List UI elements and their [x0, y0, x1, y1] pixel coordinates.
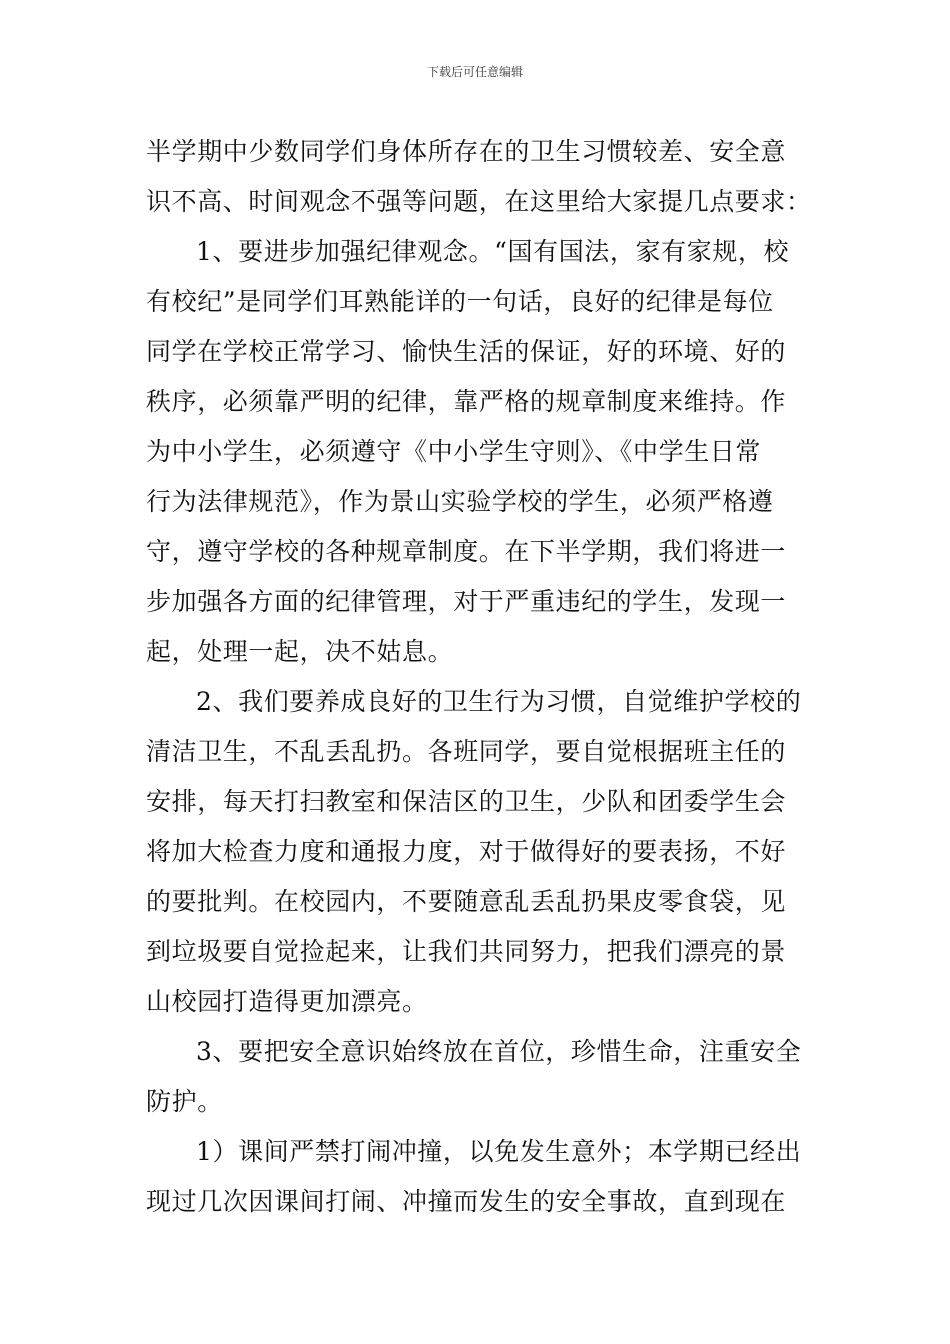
page-header: 下载后可任意编辑 — [426, 65, 523, 79]
text-line: 现过几次因课间打闹、冲撞而发生的安全事故，直到现在 — [146, 1187, 787, 1216]
text-line: 起，处理一起，决不姑息。 — [146, 637, 454, 666]
text-line: 有校纪”是同学们耳熟能详的一句话，良好的纪律是每位 — [146, 287, 774, 316]
text-line: 将加大检查力度和通报力度，对于做得好的要表扬，不好 — [146, 837, 787, 866]
text-line: 同学在学校正常学习、愉快生活的保证，好的环境、好的 — [146, 337, 787, 366]
text-line: 到垃圾要自觉捡起来，让我们共同努力，把我们漂亮的景 — [146, 937, 787, 966]
text-line: 识不高、时间观念不强等问题，在这里给大家提几点要求： — [146, 187, 812, 216]
text-line: 步加强各方面的纪律管理，对于严重违纪的学生，发现一 — [146, 587, 787, 616]
document-body — [146, 127, 816, 1227]
text-line: 清洁卫生，不乱丢乱扔。各班同学，要自觉根据班主任的 — [146, 737, 787, 766]
text-line: 行为法律规范》，作为景山实验学校的学生，必须严格遵 — [146, 487, 774, 516]
text-line: 3、要把安全意识始终放在首位，珍惜生命，注重安全 — [196, 1037, 802, 1066]
text-line: 山校园打造得更加漂亮。 — [146, 987, 428, 1016]
text-line: 防护。 — [146, 1087, 223, 1116]
text-line: 1、要进步加强纪律观念。“国有国法，家有家规，校 — [196, 237, 790, 266]
text-line: 安排，每天打扫教室和保洁区的卫生，少队和团委学生会 — [146, 787, 787, 816]
text-line: 1）课间严禁打闹冲撞，以免发生意外；本学期已经出 — [196, 1137, 802, 1166]
text-line: 2、我们要养成良好的卫生行为习惯，自觉维护学校的 — [196, 687, 802, 716]
text-line: 守，遵守学校的各种规章制度。在下半学期，我们将进一 — [146, 537, 787, 566]
text-line: 为中小学生，必须遵守《中小学生守则》、《中学生日常 — [146, 437, 762, 466]
text-line: 的要批判。在校园内，不要随意乱丢乱扔果皮零食袋，见 — [146, 887, 787, 916]
text-line: 半学期中少数同学们身体所存在的卫生习惯较差、安全意 — [146, 137, 787, 166]
text-line: 秩序，必须靠严明的纪律，靠严格的规章制度来维持。作 — [146, 387, 787, 416]
